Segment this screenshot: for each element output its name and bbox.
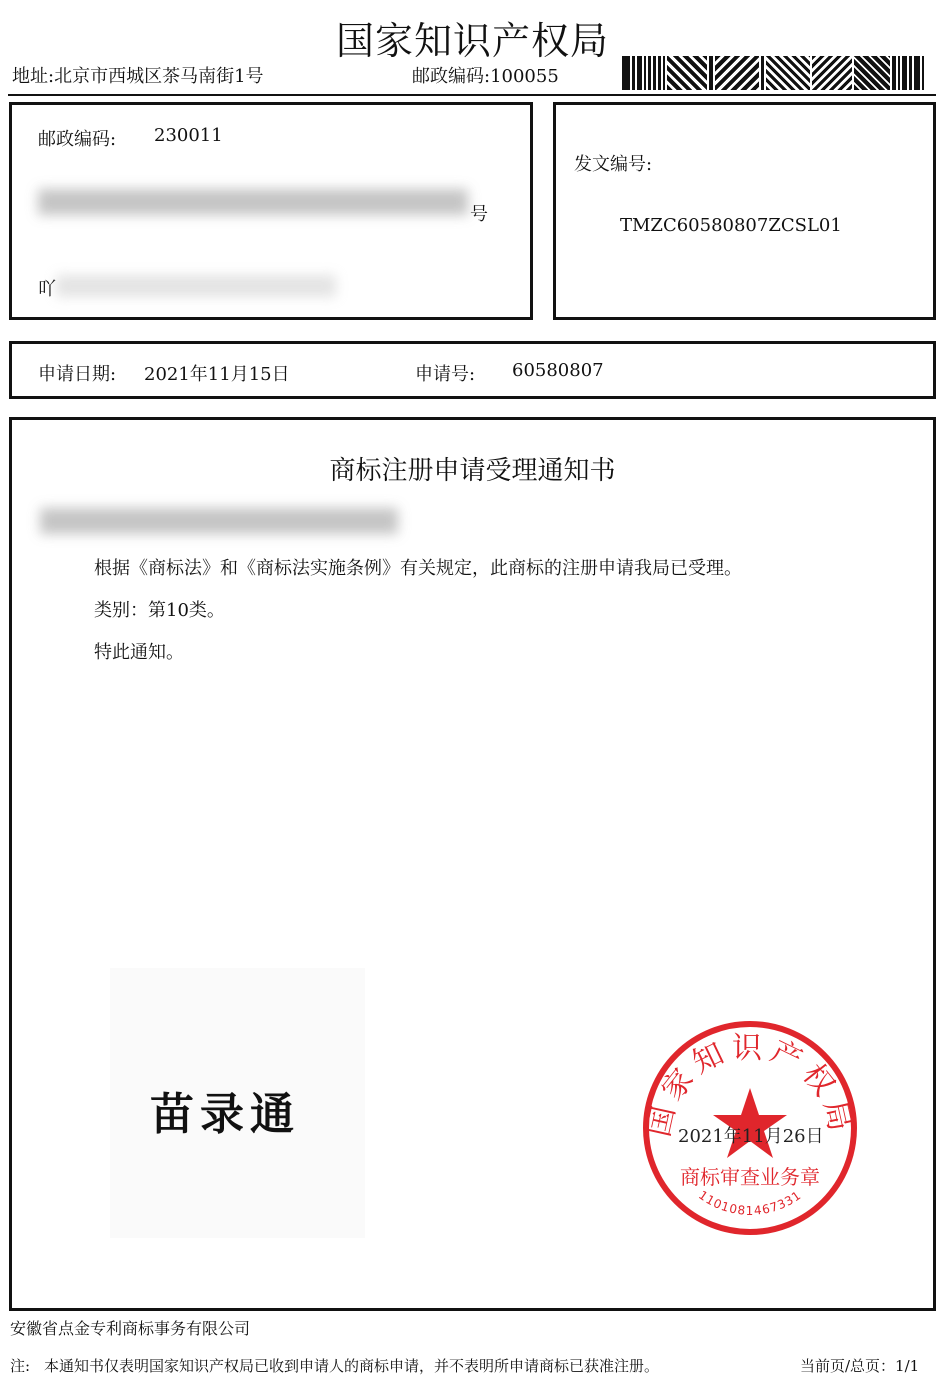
footer-note-label: 注: xyxy=(10,1357,31,1375)
notice-closing: 特此通知。 xyxy=(94,642,184,663)
barcode xyxy=(622,56,934,90)
recipient-address-end: 号 xyxy=(470,204,488,225)
notice-paragraph: 根据《商标法》和《商标法实施条例》有关规定，此商标的注册申请我局已受理。 xyxy=(94,558,742,579)
agent-name: 安徽省点金专利商标事务有限公司 xyxy=(10,1319,251,1338)
recipient-box xyxy=(9,102,533,320)
recipient-name-redacted xyxy=(56,275,336,297)
application-date-value: 2021年11月15日 xyxy=(144,364,290,385)
application-number-value: 60580807 xyxy=(512,360,604,381)
notice-category: 类别：第10类。 xyxy=(94,600,225,621)
notice-title: 商标注册申请受理通知书 xyxy=(329,456,616,486)
applicant-name-redacted xyxy=(40,508,398,534)
footer-note: 本通知书仅表明国家知识产权局已收到申请人的商标申请，并不表明所申请商标已获准注册。 xyxy=(44,1357,660,1375)
office-postcode: 邮政编码:100055 xyxy=(412,66,559,87)
seal-code: 1101081467331 xyxy=(695,1187,805,1218)
application-date-label: 申请日期: xyxy=(38,364,117,385)
doc-number-box xyxy=(553,102,936,320)
seal-top-text: 国家知识产权局 xyxy=(641,1031,859,1141)
application-box xyxy=(9,341,936,399)
doc-number-value: TMZC60580807ZCSL01 xyxy=(620,215,842,236)
header-rule xyxy=(8,94,936,96)
notice-date: 2021年11月26日 xyxy=(678,1126,824,1147)
recipient-name-start: 吖 xyxy=(38,279,56,300)
page-indicator: 当前页/总页：1/1 xyxy=(800,1357,920,1375)
recipient-address-redacted xyxy=(38,189,468,215)
doc-number-label: 发文编号: xyxy=(574,154,653,175)
application-number-label: 申请号: xyxy=(415,364,476,385)
office-title: 国家知识产权局 xyxy=(335,19,609,63)
trademark-text: 苗录通 xyxy=(150,1089,300,1140)
recipient-postcode-label: 邮政编码: xyxy=(38,129,117,150)
recipient-postcode-value: 230011 xyxy=(154,125,223,146)
seal-bottom-text: 商标审查业务章 xyxy=(680,1165,820,1189)
office-address: 地址:北京市西城区茶马南街1号 xyxy=(12,66,264,87)
